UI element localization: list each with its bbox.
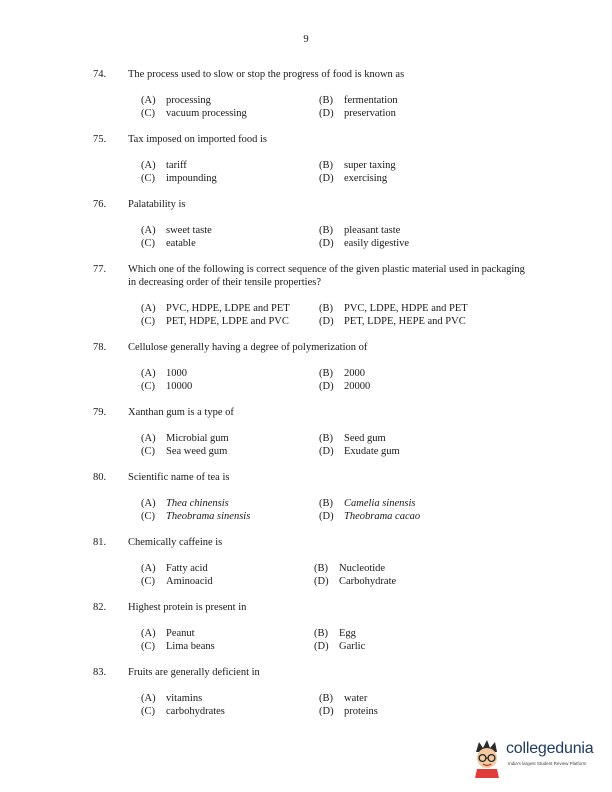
question-number: 81. (93, 537, 107, 548)
option-c: (C) eatable (141, 238, 196, 249)
option-d: (D) exercising (319, 173, 388, 184)
option-c: (C) impounding (141, 173, 217, 184)
question-text: Tax imposed on imported food is (128, 134, 267, 145)
option-d: (D) Exudate gum (319, 446, 400, 457)
option-b: (B) fermentation (319, 95, 398, 106)
option-b: (B) Seed gum (319, 433, 386, 444)
option-a: (A) Peanut (141, 628, 195, 639)
option-a: (A) 1000 (141, 368, 187, 379)
option-b: (B) Egg (314, 628, 356, 639)
option-b: (B) 2000 (319, 368, 365, 379)
option-d: (D) 20000 (319, 381, 371, 392)
logo-tagline: India's largest Student Review Platform (508, 761, 587, 766)
mascot-icon (470, 738, 504, 778)
question-text: Which one of the following is correct sequence of the given plastic material used in packaging in decreasing order of their tensile properties? (128, 264, 525, 288)
question-text: The process used to slow or stop the progress of food is known as (128, 69, 405, 80)
question-number: 78. (93, 342, 107, 353)
question-text: Highest protein is present in (128, 602, 247, 613)
question-number: 83. (93, 667, 107, 678)
option-a: (A) processing (141, 95, 211, 106)
option-d: (D) PET, LDPE, HEPE and PVC (319, 316, 466, 327)
option-d: (D) Garlic (314, 641, 366, 652)
option-b: (B) super taxing (319, 160, 396, 171)
option-a: (A) tariff (141, 160, 187, 171)
question-number: 79. (93, 407, 107, 418)
option-a: (A) sweet taste (141, 225, 212, 236)
option-c: (C) Theobrama sinensis (141, 511, 251, 522)
option-b: (B) Camelia sinensis (319, 498, 416, 509)
option-b: (B) pleasant taste (319, 225, 401, 236)
page-number: 9 (303, 34, 309, 45)
option-c: (C) vacuum processing (141, 108, 247, 119)
option-c: (C) carbohydrates (141, 706, 225, 717)
option-c: (C) Aminoacid (141, 576, 213, 587)
question-text: Cellulose generally having a degree of polymerization of (128, 342, 368, 353)
option-d: (D) preservation (319, 108, 396, 119)
question-text: Fruits are generally deficient in (128, 667, 260, 678)
question-text: Xanthan gum is a type of (128, 407, 234, 418)
option-b: (B) water (319, 693, 368, 704)
option-a: (A) Fatty acid (141, 563, 208, 574)
question-number: 82. (93, 602, 107, 613)
option-b: (B) Nucleotide (314, 563, 386, 574)
question-number: 75. (93, 134, 107, 145)
question-text: Chemically caffeine is (128, 537, 223, 548)
question-text: Scientific name of tea is (128, 472, 230, 483)
question-number: 80. (93, 472, 107, 483)
logo-wordmark: collegedunia (506, 740, 594, 757)
option-a: (A) Thea chinensis (141, 498, 229, 509)
option-c: (C) Lima beans (141, 641, 215, 652)
option-d: (D) easily digestive (319, 238, 410, 249)
option-a: (A) vitamins (141, 693, 203, 704)
option-a: (A) PVC, HDPE, LDPE and PET (141, 303, 290, 314)
option-d: (D) Carbohydrate (314, 576, 397, 587)
question-text: Palatability is (128, 199, 186, 210)
question-number: 77. (93, 264, 107, 275)
option-b: (B) PVC, LDPE, HDPE and PET (319, 303, 468, 314)
question-number: 74. (93, 69, 107, 80)
option-d: (D) proteins (319, 706, 378, 717)
option-a: (A) Microbial gum (141, 433, 229, 444)
option-c: (C) 10000 (141, 381, 193, 392)
question-number: 76. (93, 199, 107, 210)
option-c: (C) Sea weed gum (141, 446, 228, 457)
option-c: (C) PET, HDPE, LDPE and PVC (141, 316, 289, 327)
collegedunia-logo[interactable] (470, 738, 610, 782)
option-d: (D) Theobrama cacao (319, 511, 421, 522)
